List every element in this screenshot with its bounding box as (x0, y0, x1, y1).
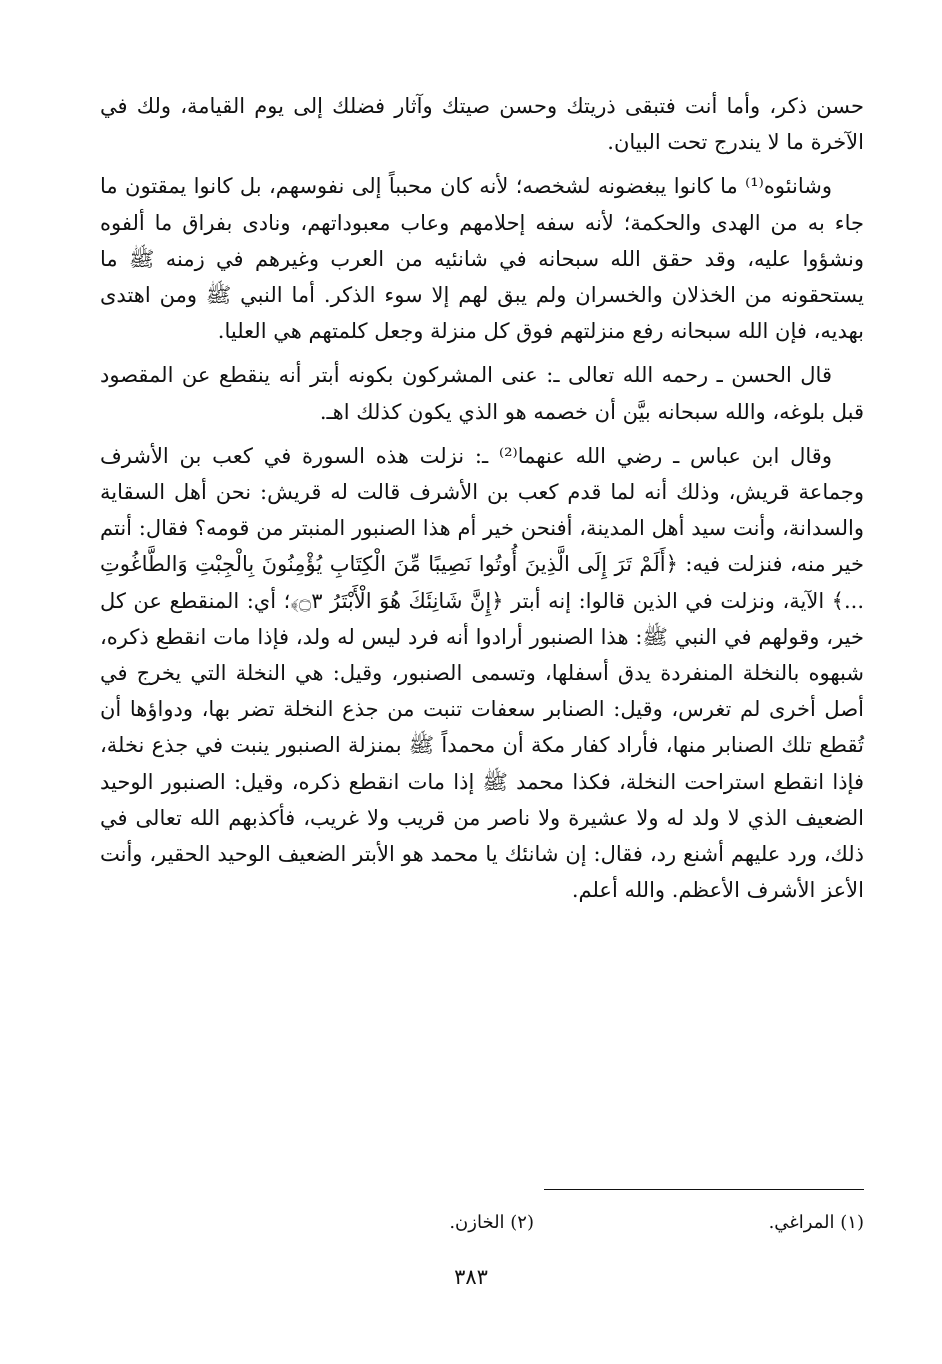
footnote-2: (٢) الخازن. (449, 1212, 534, 1233)
footnotes (100, 1208, 864, 1238)
paragraph-continuation: حسن ذكر، وأما أنت فتبقى ذريتك وحسن صيتك وآثار فضلك إلى يوم القيامة، ولك في الآخرة ما لا يندرج تحت البيان. (100, 94, 864, 155)
paragraph-al-hasan: قال الحسن ـ رحمه الله تعالى ـ: عنى المشركون بكونه أبتر أنه ينقطع عن المقصود قبل بلوغه، والله سبحانه بيَّن أن خصمه هو الذي يكون كذلك اهـ. (100, 363, 864, 424)
main-text (100, 88, 864, 916)
page-number: ٣٨٣ (454, 1265, 488, 1289)
footnote-1: (١) المراغي. (768, 1212, 864, 1233)
paragraph-ibn-abbas: وقال ابن عباس ـ رضي الله عنهما⁽²⁾ ـ: نزلت هذه السورة في كعب بن الأشرف وجماعة قريش، وذلك أنه لما قدم كعب بن الأشرف قالت له قريش: نحن أهل السقاية والسدانة، وأنت سيد أهل المدينة، أفنحن خير أم هذا الصنبور المنبتر من قومه؟ فقال: أنتم خير منه، فنزلت فيه: ﴿أَلَمْ تَرَ إِلَى الَّذِينَ أُوتُوا نَصِيبًا مِّنَ الْكِتَابِ يُؤْمِنُونَ بِالْجِبْتِ وَالطَّاغُوتِ ...﴾ الآية، ونزلت في الذين قالوا: إنه أبتر ﴿إِنَّ شَانِئَكَ هُوَ الْأَبْتَرُ ۝٣﴾؛ أي: المنقطع عن كل خير، وقولهم في النبي ﷺ: هذا الصنبور أرادوا أنه فرد ليس له ولد، فإذا مات انقطع ذكره، شبهوه بالنخلة المنفردة يدق أسفلها، وتسمى الصنبور، وقيل: هي النخلة التي يخرج في أصل أخرى لم تغرس، وقيل: الصنابر سعفات تنبت من جذع النخلة تضر بها، ودواؤها أن تُقطع تلك الصنابر منها، فأراد كفار مكة أن محمداً ﷺ بمنزلة الصنبور ينبت في جذع نخلة، فإذا انقطع استراحت النخلة، فكذا محمد ﷺ إذا مات انقطع ذكره، وقيل: الصنبور الوحيد الضعيف الذي لا ولد له ولا عشيرة ولا ناصر من قريب ولا غريب، فأكذبهم الله تعالى في ذلك، ورد عليهم أشنع رد، فقال: إن شانئك يا محمد هو الأبتر الضعيف الوحيد الحقير، وأنت الأعز الأشرف الأعظم. والله أعلم. (100, 443, 865, 903)
paragraph-shaniuhu: وشانئوه⁽¹⁾ ما كانوا يبغضونه لشخصه؛ لأنه كان محبباً إلى نفوسهم، بل كانوا يمقتون ما جاء به من الهدى والحكمة؛ لأنه سفه إحلامهم وعاب معبوداتهم، ونادى بفراق ما ألفوه ونشؤوا عليه، وقد حقق الله سبحانه في شانئيه من العرب وغيرهم في زمنه ﷺ ما يستحقونه من الخذلان والخسران ولم يبق لهم إلا سوء الذكر. أما النبي ﷺ ومن اهتدى بهديه، فإن الله سبحانه رفع منزلتهم فوق كل منزلة وجعل كلمتهم هي العليا. (100, 174, 864, 344)
footnote-separator (544, 1189, 864, 1190)
